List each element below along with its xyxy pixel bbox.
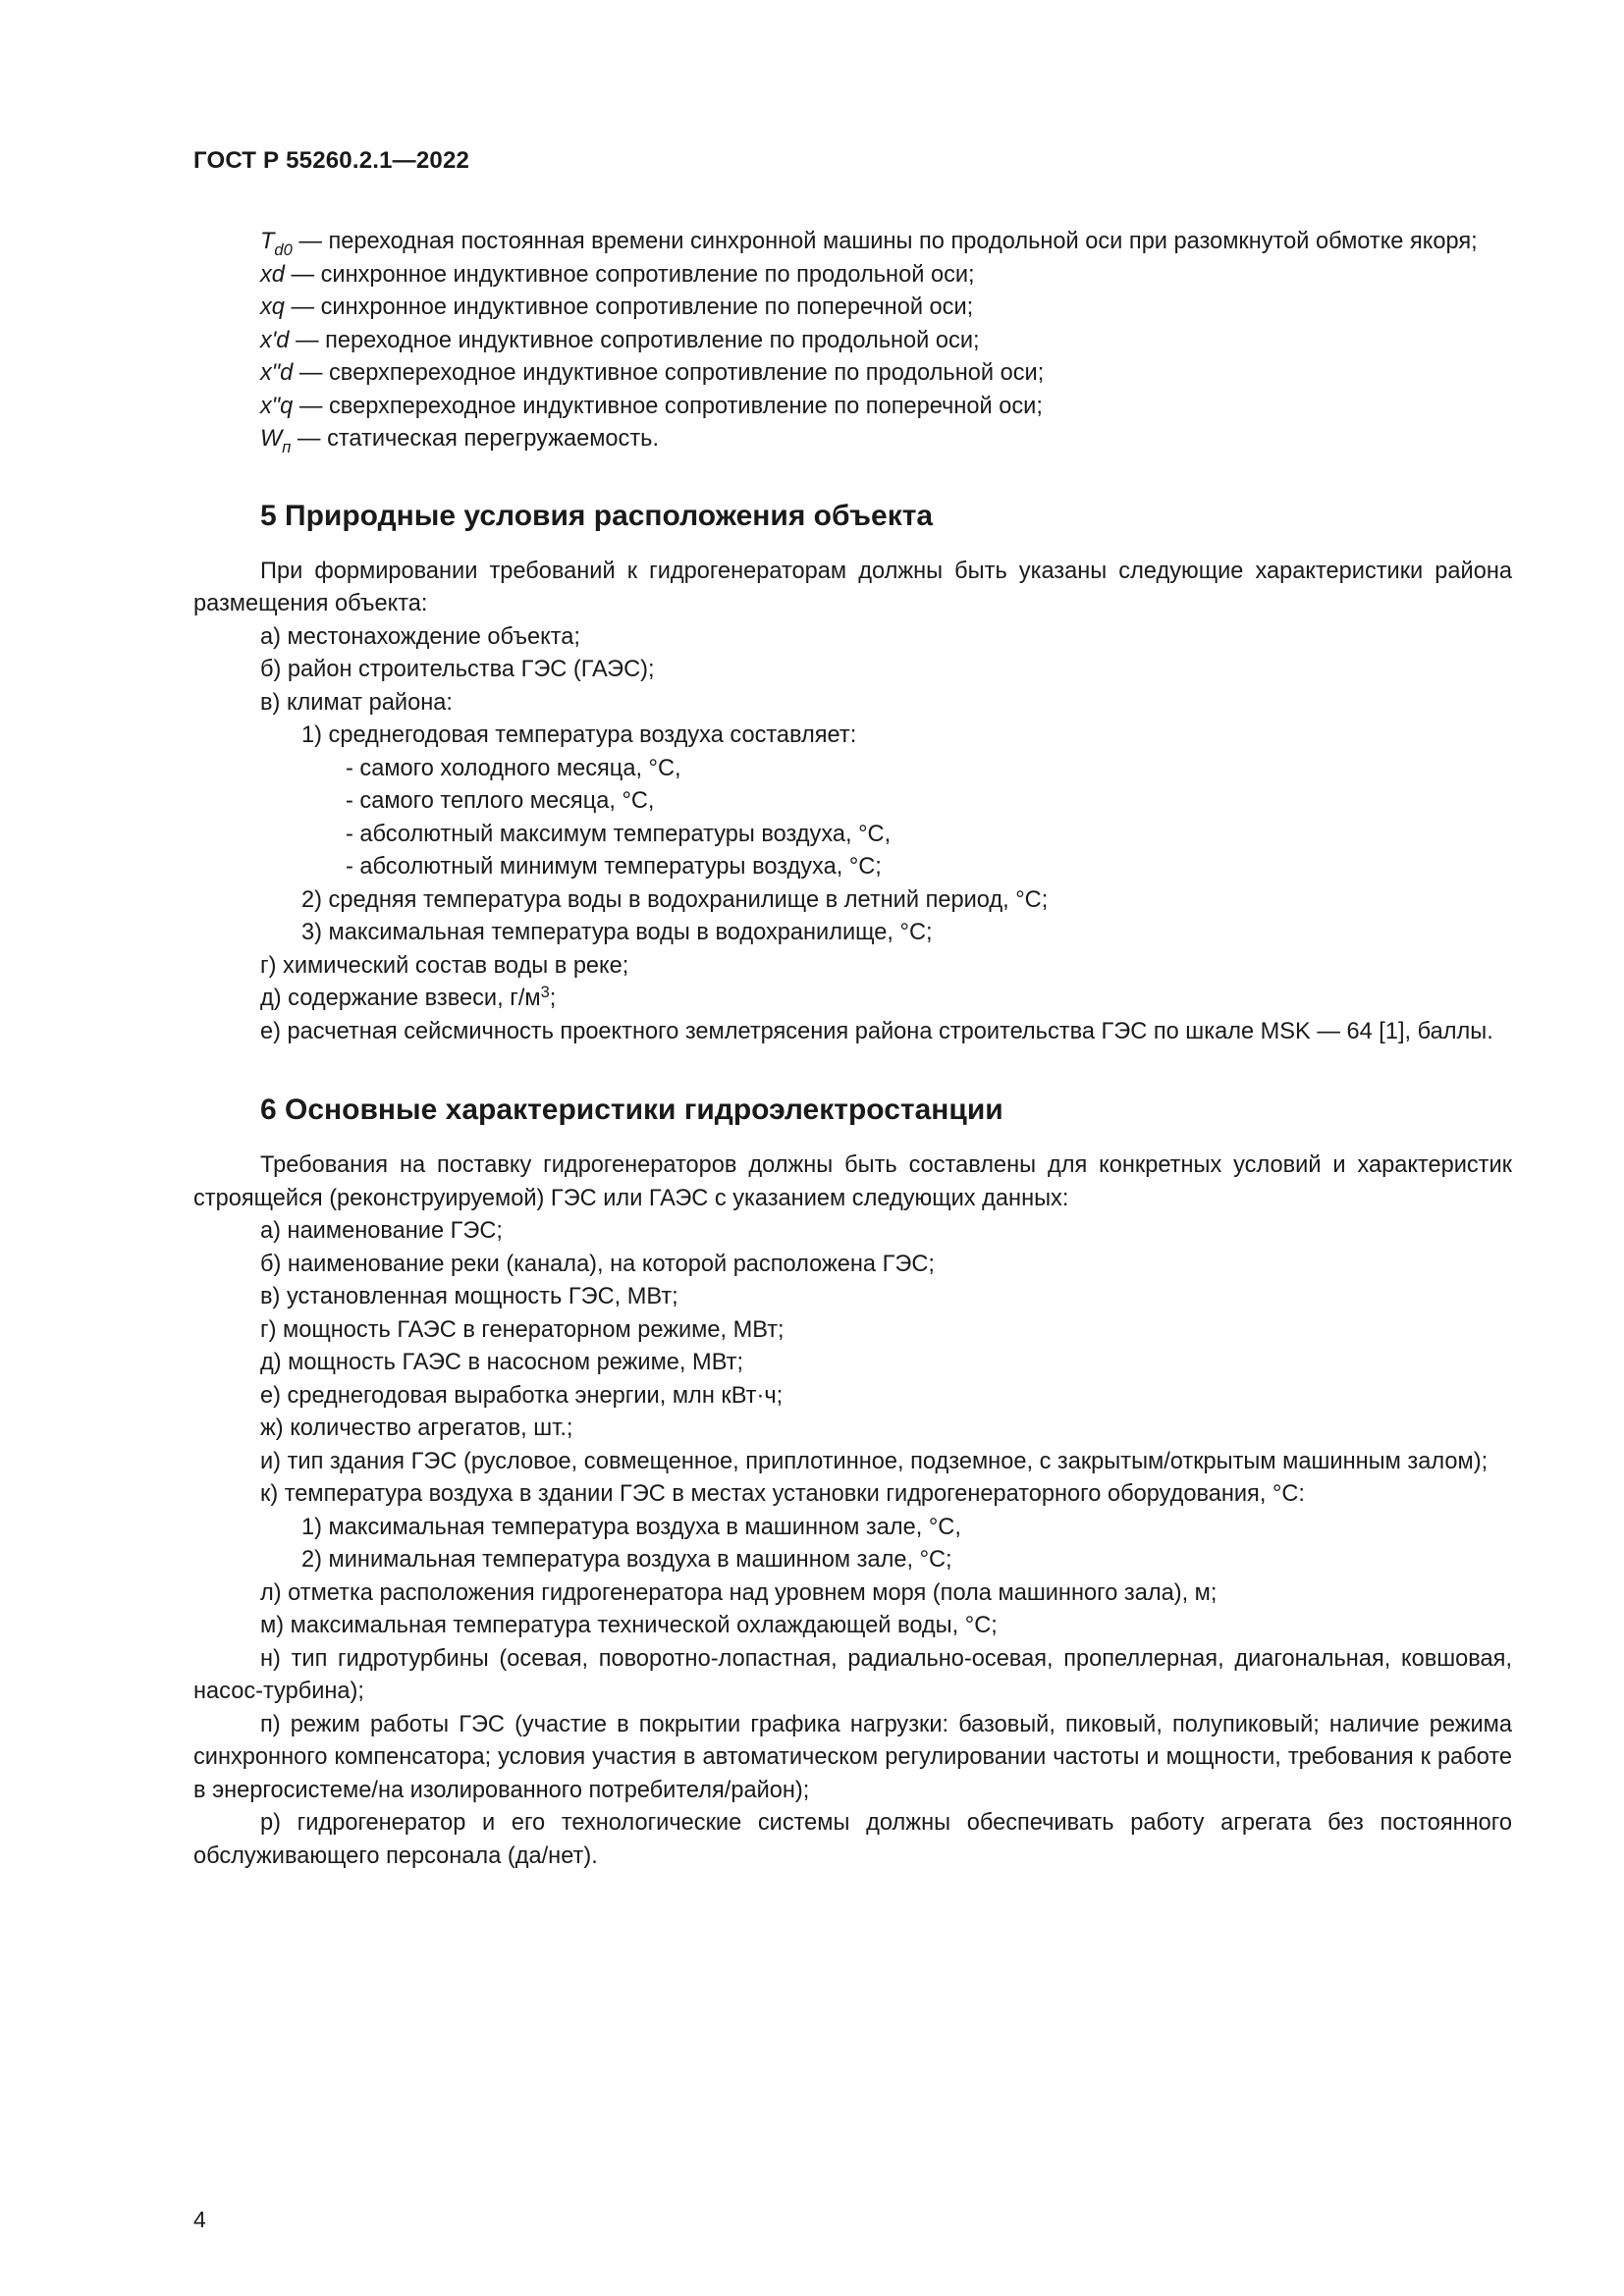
dash-item: - самого холодного месяца, °С, bbox=[346, 755, 681, 781]
list-item: л) отметка расположения гидрогенератора над уровнем моря (пола машинного зала), м; bbox=[260, 1579, 1218, 1606]
symbol-text: — синхронное индуктивное сопротивление по продольной оси; bbox=[284, 261, 975, 288]
item-end: ; bbox=[549, 986, 557, 1011]
symbol-text: — переходное индуктивное сопротивление по продольной оси; bbox=[289, 327, 980, 353]
sub-list-item: 2) минимальная температура воздуха в машинном зале, °С; bbox=[301, 1547, 952, 1573]
symbol: x"q bbox=[260, 393, 294, 419]
symbol-def-wn bbox=[193, 423, 1512, 456]
dash-item: - абсолютный максимум температуры воздуха, °С, bbox=[346, 821, 892, 847]
list-item: п) режим работы ГЭС (участие в покрытии графика нагрузки: базовый, пиковый, полупиковый; наличие режима синхронного компенсатора; условия участия в автоматическом регулировании частоты и мощности, требования к работе в энергосистеме/на изолированного потребителя/район); bbox=[193, 1711, 1512, 1803]
list-item: е) расчетная сейсмичность проектного землетрясения района строительства ГЭС по шкале MSK — 64 [1], баллы. bbox=[260, 1018, 1493, 1044]
sub-list-item: 1) максимальная температура воздуха в машинном зале, °С, bbox=[301, 1514, 961, 1540]
list-item-suspension bbox=[193, 983, 1512, 1016]
dash-item: - самого теплого месяца, °С, bbox=[346, 788, 655, 814]
symbol-text: — сверхпереходное индуктивное сопротивление по поперечной оси; bbox=[293, 393, 1043, 419]
page-number: 4 bbox=[193, 2207, 206, 2232]
symbol: W bbox=[260, 426, 283, 452]
list-item: г) химический состав воды в реке; bbox=[260, 952, 629, 979]
symbol-def-td0 bbox=[193, 226, 1512, 259]
sub-list-item: 2) средняя температура воды в водохранилище в летний период, °С; bbox=[301, 886, 1049, 913]
list-item: д) мощность ГАЭС в насосном режиме, МВт; bbox=[260, 1350, 744, 1375]
list-item: г) мощность ГАЭС в генераторном режиме, МВт; bbox=[260, 1316, 785, 1343]
symbol-text: — сверхпереходное индуктивное сопротивление по продольной оси; bbox=[293, 360, 1045, 386]
list-item: а) местонахождение объекта; bbox=[260, 623, 580, 650]
list-item: а) наименование ГЭС; bbox=[260, 1218, 503, 1244]
symbol: x'd bbox=[260, 327, 290, 353]
list-item: б) район строительства ГЭС (ГАЭС); bbox=[260, 657, 655, 682]
list-item: ж) количество агрегатов, шт.; bbox=[260, 1415, 573, 1441]
symbol: x"d bbox=[260, 360, 294, 386]
symbol-text: — статическая перегружаемость. bbox=[291, 426, 659, 452]
item-text: д) содержание взвеси, г/м bbox=[260, 986, 541, 1011]
list-item: р) гидрогенератор и его технологические системы должны обеспечивать работу агрегата без постоянного обслуживающего персонала (да/нет). bbox=[193, 1810, 1512, 1869]
list-item: н) тип гидротурбины (осевая, поворотно-лопастная, радиально-осевая, пропеллерная, диагональная, ковшовая, насос-турбина); bbox=[193, 1645, 1512, 1704]
document-header: ГОСТ Р 55260.2.1—2022 bbox=[193, 147, 470, 174]
symbol: xq bbox=[260, 294, 285, 320]
list-item: б) наименование реки (канала), на которой расположена ГЭС; bbox=[260, 1251, 935, 1277]
symbol-def-xppd bbox=[193, 357, 1512, 391]
dash-item: - абсолютный минимум температуры воздуха, °С; bbox=[346, 854, 882, 880]
list-item: в) установленная мощность ГЭС, МВт; bbox=[260, 1284, 678, 1309]
list-item: в) климат района: bbox=[260, 689, 453, 716]
symbol: xd bbox=[260, 261, 285, 288]
symbol-subscript: d0 bbox=[274, 240, 293, 259]
symbol-def-xpd bbox=[193, 325, 1512, 358]
superscript: 3 bbox=[540, 983, 550, 1001]
list-item: м) максимальная температура технической охлаждающей воды, °С; bbox=[260, 1613, 998, 1638]
section-6-heading: 6 Основные характеристики гидроэлектростанции bbox=[260, 1094, 1003, 1126]
list-item: и) тип здания ГЭС (русловое, совмещенное, приплотинное, подземное, с закрытым/открытым машинным залом); bbox=[260, 1448, 1489, 1474]
symbol-def-xppq bbox=[193, 391, 1512, 424]
list-item: к) температура воздуха в здании ГЭС в местах установки гидрогенераторного оборудования, °С: bbox=[260, 1481, 1305, 1507]
section-5-heading: 5 Природные условия расположения объекта bbox=[260, 499, 934, 532]
symbol: T bbox=[260, 229, 275, 254]
page-content bbox=[193, 226, 1512, 1873]
symbol-text: — переходная постоянная времени синхронной машины по продольной оси при разомкнутой обмотке якоря; bbox=[292, 229, 1478, 254]
sub-list-item: 3) максимальная температура воды в водохранилище, °С; bbox=[301, 920, 933, 945]
list-item: е) среднегодовая выработка энергии, млн кВт·ч; bbox=[260, 1382, 784, 1409]
symbol-text: — синхронное индуктивное сопротивление по поперечной оси; bbox=[284, 294, 974, 320]
symbol-subscript: п bbox=[282, 438, 292, 456]
section-5-intro: При формировании требований к гидрогенераторам должны быть указаны следующие характеристики района размещения объекта: bbox=[193, 558, 1512, 616]
section-6-intro: Требования на поставку гидрогенераторов должны быть составлены для конкретных условий и характеристик строящейся (реконструируемой) ГЭС или ГАЭС с указанием следующих данных: bbox=[193, 1152, 1512, 1211]
symbol-def-xd bbox=[193, 259, 1512, 293]
symbol-def-xq bbox=[193, 292, 1512, 325]
sub-list-item: 1) среднегодовая температура воздуха составляет: bbox=[301, 722, 857, 748]
